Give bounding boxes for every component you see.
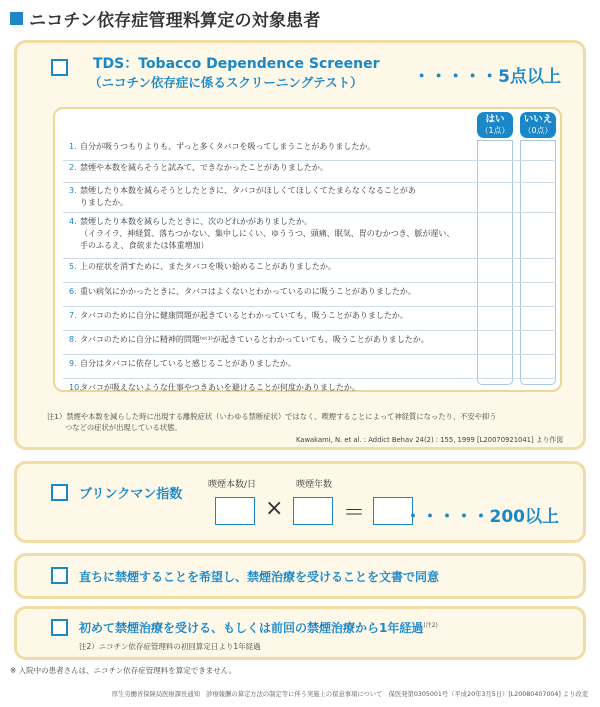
tds-question-10 bbox=[69, 382, 469, 394]
question-divider bbox=[63, 306, 556, 307]
question-divider bbox=[63, 182, 556, 183]
consent-text: 直ちに禁煙することを希望し、禁煙治療を受けることを文書で同意 bbox=[79, 570, 440, 584]
no-column-header bbox=[520, 112, 556, 138]
tds-question-7 bbox=[69, 310, 469, 322]
tds-note-line2: つなどの症状が出現している状態。 bbox=[65, 423, 182, 432]
inpatient-footnote: ※ 入院中の患者さんは、ニコチン依存症管理料を算定できません。 bbox=[10, 666, 237, 675]
no-points: （0点） bbox=[523, 126, 553, 135]
tds-subheading: （ニコチン依存症に係るスクリーニングテスト） bbox=[89, 75, 363, 90]
question-divider bbox=[63, 378, 556, 379]
question-number: 6. bbox=[69, 287, 77, 296]
question-text: タバコが吸えないような仕事やつきあいを避けることが何度かありましたか。 bbox=[80, 383, 360, 392]
question-divider bbox=[63, 354, 556, 355]
yes-column-header bbox=[477, 112, 513, 138]
question-text: 禁煙や本数を減らそうと試みて、できなかったことがありましたか。 bbox=[80, 163, 328, 172]
question-text: 自分が吸うつもりよりも、ずっと多くタバコを吸ってしまうことがありましたか。 bbox=[80, 142, 376, 151]
tds-panel bbox=[14, 40, 586, 450]
question-text: 禁煙したり本数を減らそうとしたときに、タバコがほしくてほしくてたまらなくなることがあ bbox=[80, 186, 416, 195]
cigs-per-day-box[interactable] bbox=[215, 497, 255, 525]
no-answer-column[interactable] bbox=[520, 140, 556, 385]
tds-question-8 bbox=[69, 334, 469, 346]
question-divider bbox=[63, 258, 556, 259]
first-treatment-text bbox=[79, 619, 438, 636]
question-divider bbox=[63, 282, 556, 283]
question-number: 4. bbox=[69, 217, 77, 226]
question-divider bbox=[63, 160, 556, 161]
question-divider bbox=[63, 212, 556, 213]
brinkman-panel bbox=[14, 461, 586, 543]
tds-reference: Kawakami, N. et al. : Addict Behav 24(2) : 155, 1999 [L20070921041] より作図 bbox=[295, 436, 563, 444]
question-text-continued: 手のふるえ、食欲または体重増加） bbox=[80, 241, 209, 250]
times-sign: × bbox=[265, 496, 284, 521]
first-treatment-checkbox[interactable] bbox=[51, 619, 68, 636]
first-treatment-note: 注2）ニコチン依存症管理料の初回算定日より1年経過 bbox=[79, 642, 261, 651]
question-number: 5. bbox=[69, 262, 77, 271]
question-number: 10. bbox=[69, 383, 82, 392]
tds-question-table bbox=[53, 107, 562, 392]
question-number: 2. bbox=[69, 163, 77, 172]
consent-checkbox[interactable] bbox=[51, 567, 68, 584]
question-divider bbox=[63, 330, 556, 331]
tds-heading: TDS：Tobacco Dependence Screener bbox=[93, 56, 380, 72]
yes-answer-column[interactable] bbox=[477, 140, 513, 385]
tds-question-2 bbox=[69, 162, 469, 174]
brinkman-checkbox[interactable] bbox=[51, 484, 68, 501]
smoking-years-label: 喫煙年数 bbox=[296, 480, 333, 490]
smoking-years-box[interactable] bbox=[293, 497, 333, 525]
tds-question-5 bbox=[69, 261, 469, 273]
question-number: 8. bbox=[69, 335, 77, 344]
tds-question-1 bbox=[69, 141, 469, 153]
page-title bbox=[10, 5, 321, 31]
question-text: タバコのために自分に精神的問題⁽ᵉᵗ¹⁾が起きているとわかっていても、吸うことがありましたか。 bbox=[80, 335, 429, 344]
question-text-continued: りましたか。 bbox=[80, 198, 128, 207]
tds-note bbox=[47, 411, 567, 433]
tds-question-9 bbox=[69, 358, 469, 370]
yes-points: （1点） bbox=[480, 126, 510, 135]
brinkman-label: ブリンクマン指数 bbox=[79, 487, 183, 502]
question-text: タバコのために自分に健康問題が起きているとわかっていても、吸うことがありましたか。 bbox=[80, 311, 408, 320]
first-treatment-label: 初めて禁煙治療を受ける、もしくは前回の禁煙治療から1年経過 bbox=[79, 621, 424, 635]
question-number: 3. bbox=[69, 186, 77, 195]
question-text: 禁煙したり本数を減らしたときに、次のどれかがありましたか。 bbox=[80, 217, 312, 226]
tds-question-6 bbox=[69, 286, 469, 298]
question-text: 上の症状を消すために、またタバコを吸い始めることがありましたか。 bbox=[80, 262, 336, 271]
title-square-icon bbox=[10, 12, 23, 25]
question-text-continued: （イライラ、神経質、落ちつかない、集中しにくい、ゆううつ、頭痛、眠気、胃のむかつき、脈が遅い、 bbox=[80, 229, 455, 238]
page-title-text: ニコチン依存症管理料算定の対象患者 bbox=[29, 10, 321, 31]
question-text: 重い病気にかかったときに、タバコはよくないとわかっているのに吸うことがありましたか。 bbox=[80, 287, 416, 296]
brinkman-threshold: ・・・・・200以上 bbox=[404, 507, 559, 527]
first-treatment-panel bbox=[14, 606, 586, 660]
note2-marker: (注2) bbox=[423, 622, 438, 629]
question-number: 1. bbox=[69, 142, 77, 151]
tds-note-line1: 注1）禁煙や本数を減らした時に出現する離脱症状（いわゆる禁断症状）ではなく、喫煙することによって神経質になったり、不安や抑う bbox=[47, 412, 497, 421]
consent-panel bbox=[14, 553, 586, 599]
tds-question-4 bbox=[69, 216, 469, 252]
question-text: 自分はタバコに依存していると感じることがありましたか。 bbox=[80, 359, 296, 368]
tds-threshold: ・・・・・5点以上 bbox=[413, 67, 561, 87]
cigs-per-day-label: 喫煙本数/日 bbox=[208, 480, 257, 490]
source-citation: 厚生労働省保険局医療課長通知 診療報酬の算定方法の制定等に伴う実施上の留意事項について 保医発第0305001号（平成20年3月5日）[L20080407004] より改変 bbox=[111, 691, 588, 698]
equals-sign: ＝ bbox=[343, 501, 366, 526]
no-label: いいえ bbox=[523, 114, 553, 125]
question-number: 7. bbox=[69, 311, 77, 320]
tds-question-3 bbox=[69, 185, 469, 209]
tds-checkbox[interactable] bbox=[51, 59, 68, 76]
yes-label: はい bbox=[485, 114, 505, 125]
question-number: 9. bbox=[69, 359, 77, 368]
